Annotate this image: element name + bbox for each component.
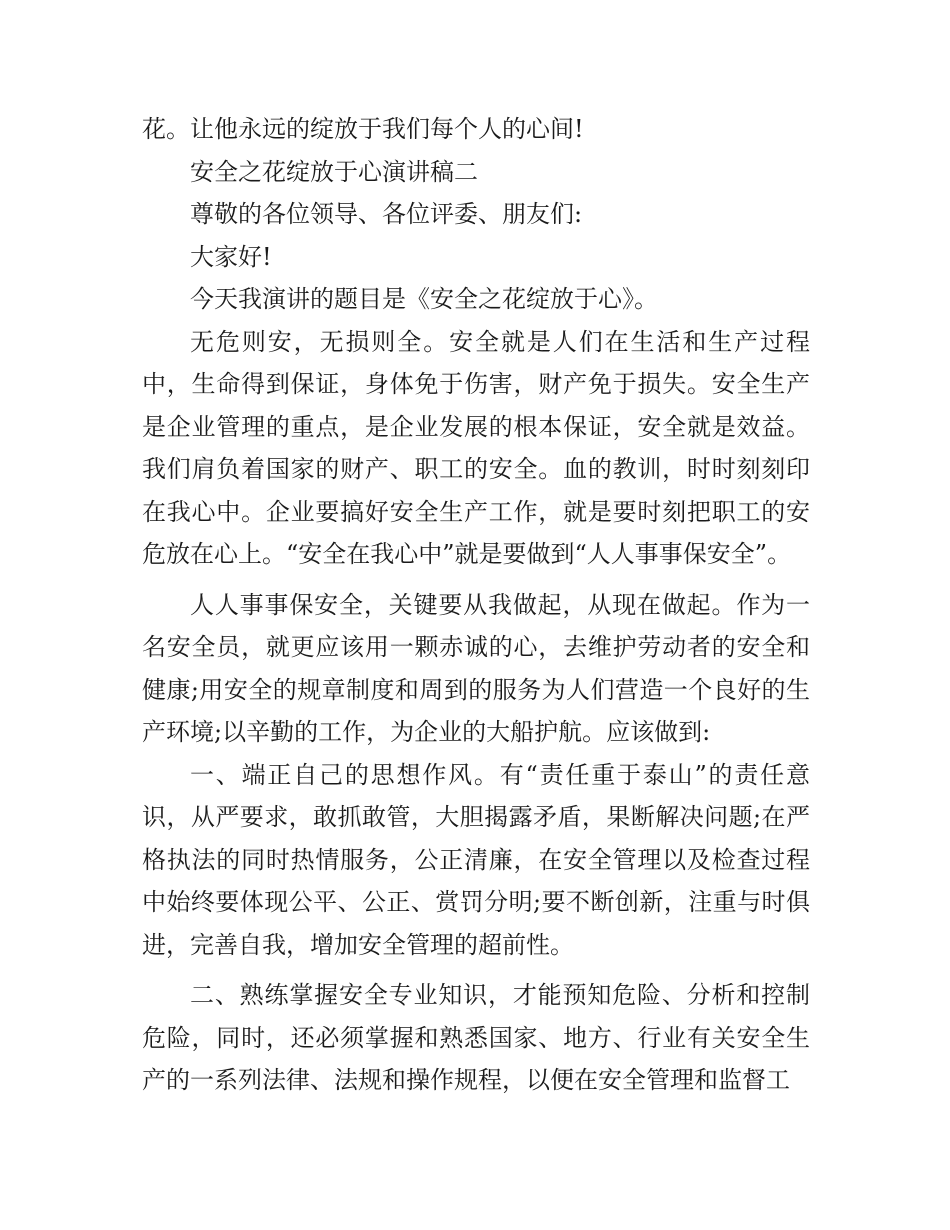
paragraph: 二、熟练掌握安全专业知识，才能预知危险、分析和控制危险，同时，还必须掌握和熟悉国家、地方、行业有关安全生产的一系列法律、法规和操作规程，以便在安全管理和监督工 [142,981,810,1094]
paragraph-continuation: 花。让他永远的绽放于我们每个人的心间! [142,115,584,143]
paragraph: 一、端正自己的思想作风。有“责任重于泰山”的责任意识，从严要求，敢抓敢管，大胆揭露矛盾，果断解决问题;在严格执法的同时热情服务，公正清廉，在安全管理以及检查过程中始终要体现公平、公正、赏罚分明;要不断创新，注重与时俱进，完善自我，增加安全管理的超前性。 [142,760,810,959]
greeting: 大家好! [190,242,272,271]
speech-title: 安全之花绽放于心演讲稿二 [190,157,478,186]
paragraph: 无危则安，无损则全。安全就是人们在生活和生产过程中，生命得到保证，身体免于伤害，财产免于损失。安全生产是企业管理的重点，是企业发展的根本保证，安全就是效益。我们肩负着国家的财产、职工的安全。血的教训，时时刻刻印在我心中。企业要搞好安全生产工作，就是要时刻把职工的安危放在心上。“安全在我心中”就是要做到“人人事事保安全”。 [142,327,810,568]
topic-line: 今天我演讲的题目是《安全之花绽放于心》。 [190,285,658,313]
salutation: 尊敬的各位领导、各位评委、朋友们: [190,200,583,228]
paragraph: 人人事事保安全，关键要从我做起，从现在做起。作为一名安全员，就更应该用一颗赤诚的心，去维护劳动者的安全和健康;用安全的规章制度和周到的服务为人们营造一个良好的生产环境;以辛勤的工作，为企业的大船护航。应该做到: [142,590,810,746]
document-page [142,108,810,1102]
